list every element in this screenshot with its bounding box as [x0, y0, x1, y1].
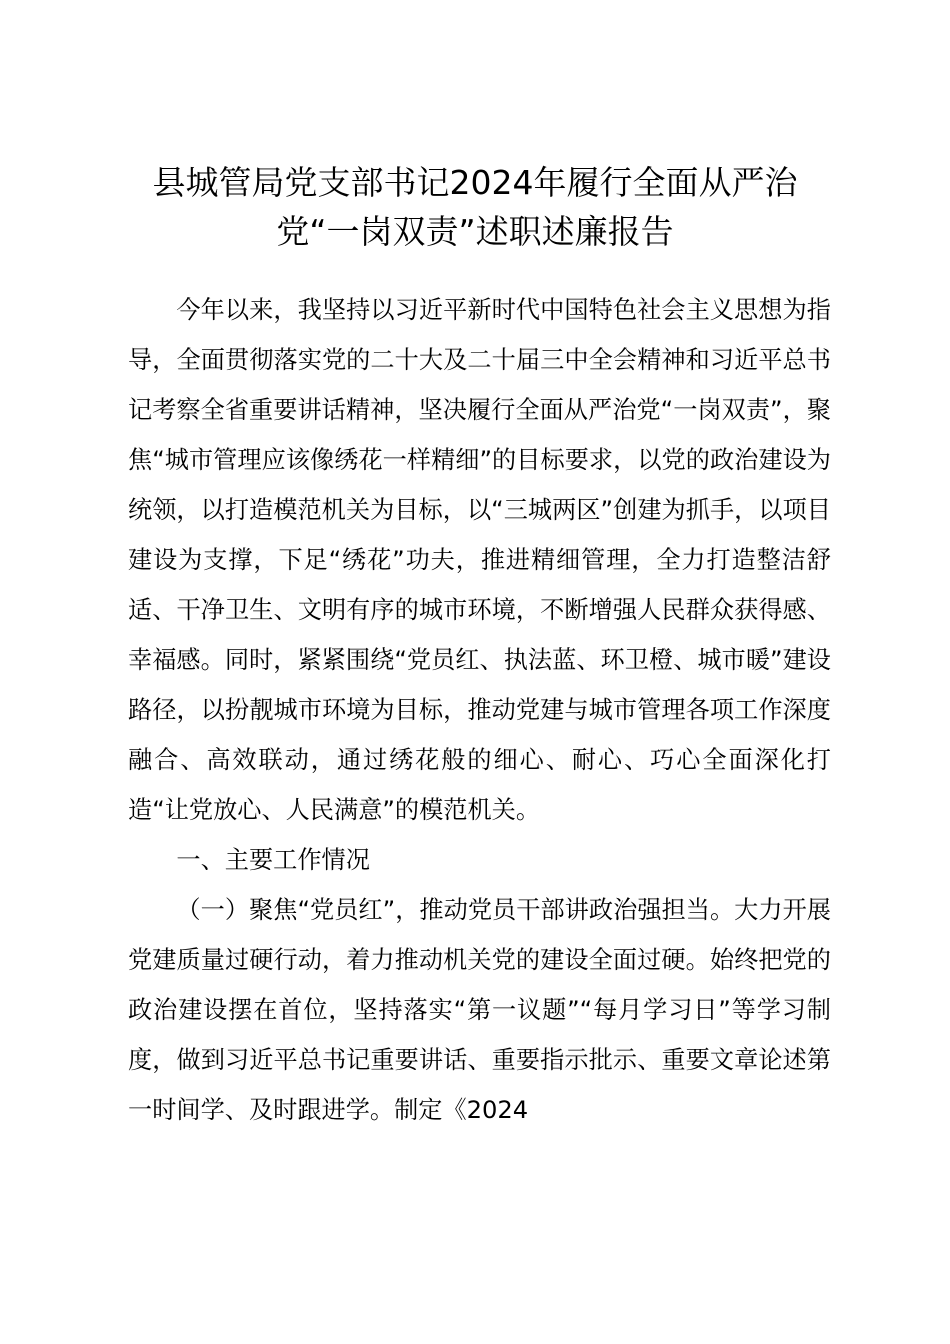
intro-paragraph: 今年以来，我坚持以习近平新时代中国特色社会主义思想为指导，全面贯彻落实党的二十大及二十届三中全会精神和习近平总书记考察全省重要讲话精神，坚决履行全面从严治党“一岗双责”，聚焦“城市管理应该像绣花一样精细”的目标要求，以党的政治建设为统领，以打造模范机关为目标，以“三城两区”创建为抓手，以项目建设为支撑，下足“绣花”功夫，推进精细管理，全力打造整洁舒适、干净卫生、文明有序的城市环境，不断增强人民群众获得感、幸福感。同时，紧紧围绕“党员红、执法蓝、环卫橙、城市暖”建设路径，以扮靓城市环境为目标，推动党建与城市管理各项工作深度融合、高效联动，通过绣花般的细心、耐心、巧心全面深化打造“让党放心、人民满意”的模范机关。	[128, 296, 831, 824]
document-body	[128, 285, 831, 1135]
document-title-line-2: 党“一岗双责”述职述廉报告	[276, 212, 674, 251]
section-paragraph: （一）聚焦“党员红”，推动党员干部讲政治强担当。大力开展党建质量过硬行动，着力推动机关党的建设全面过硬。始终把党的政治建设摆在首位，坚持落实“第一议题”“每月学习日”等学习制度，做到习近平总书记重要讲话、重要指示批示、重要文章论述第一时间学、及时跟进学。制定《2024	[128, 896, 831, 1124]
document-title	[100, 158, 850, 256]
document-title-line-1: 县城管局党支部书记2024年履行全面从严治	[152, 163, 798, 202]
section-heading: 一、主要工作情况	[176, 846, 370, 874]
